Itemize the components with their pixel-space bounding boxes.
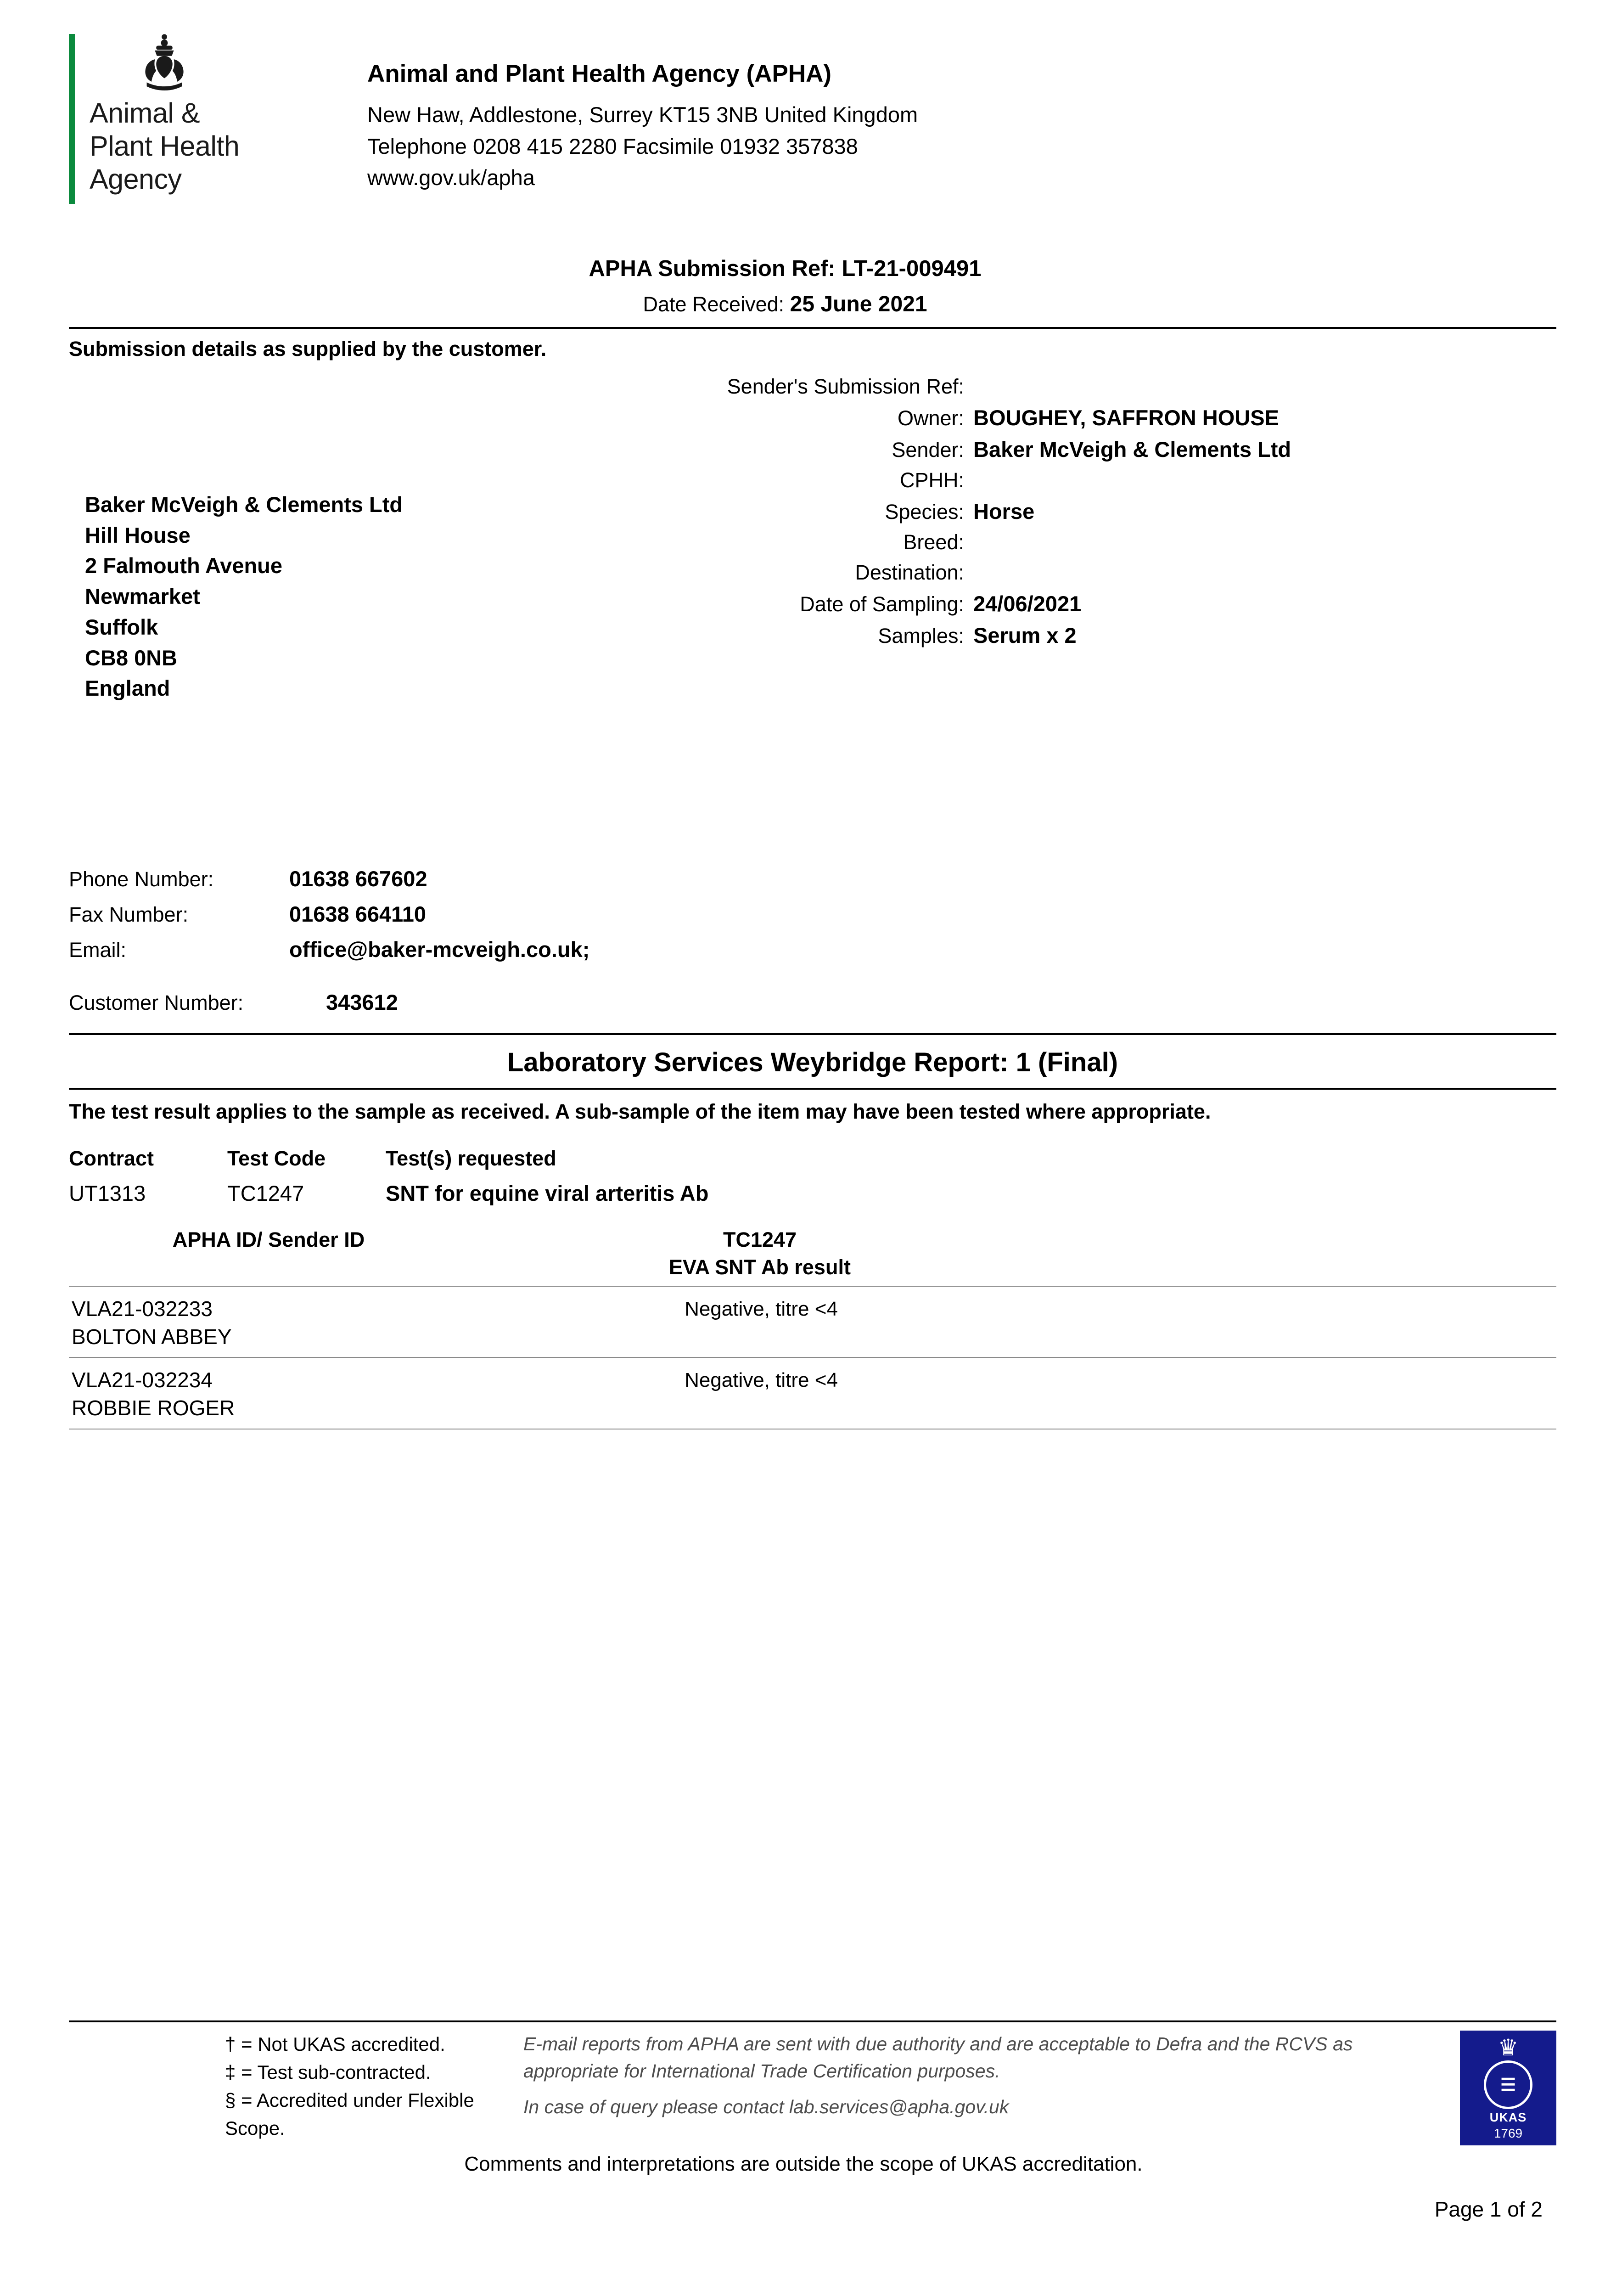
page-number: Page 1 of 2 bbox=[1434, 2197, 1543, 2221]
contact-value: 01638 667602 bbox=[289, 866, 427, 891]
document-body bbox=[69, 32, 1556, 1429]
contact-label: Phone Number: bbox=[69, 867, 214, 891]
customer-address bbox=[85, 490, 403, 704]
field-date-of-sampling bbox=[666, 591, 1538, 616]
agency-website[interactable]: www.gov.uk/apha bbox=[367, 165, 535, 190]
cell-contract: UT1313 bbox=[69, 1181, 146, 1205]
submission-details bbox=[69, 366, 1556, 733]
cell-test-code: TC1247 bbox=[227, 1181, 304, 1205]
field-value: Serum x 2 bbox=[973, 623, 1077, 647]
supplied-note: Submission details as supplied by the customer. bbox=[69, 337, 547, 360]
header-result-test-code: TC1247 bbox=[723, 1227, 797, 1251]
results-table bbox=[69, 1228, 1556, 1429]
results-table-header bbox=[69, 1228, 1556, 1286]
result-value: Negative, titre <4 bbox=[685, 1369, 838, 1392]
footer-key-legend bbox=[69, 2031, 510, 2143]
logo-line-3: Agency bbox=[90, 163, 182, 195]
field-label: Sender: bbox=[892, 438, 964, 461]
result-value: Negative, titre <4 bbox=[685, 1297, 838, 1320]
header-result-column bbox=[468, 1228, 1556, 1279]
result-id-cell bbox=[69, 1295, 471, 1351]
field-samples bbox=[666, 623, 1538, 648]
address-line: Hill House bbox=[85, 523, 191, 547]
contact-email-row bbox=[69, 937, 1556, 962]
field-label: Samples: bbox=[878, 624, 964, 647]
cell-tests-requested: SNT for equine viral arteritis Ab bbox=[386, 1181, 709, 1205]
field-label: CPHH: bbox=[899, 468, 964, 492]
agency-contact-block bbox=[344, 32, 1556, 194]
ukas-name: UKAS bbox=[1489, 2110, 1527, 2124]
contact-value: 01638 664110 bbox=[289, 901, 426, 926]
report-title: Laboratory Services Weybridge Report: 1 (Final) bbox=[507, 1047, 1118, 1077]
field-cphh bbox=[666, 468, 1538, 492]
divider-report-top bbox=[69, 1033, 1556, 1035]
submission-field-list bbox=[666, 375, 1538, 654]
header-apha-id: APHA ID/ Sender ID bbox=[172, 1227, 365, 1251]
royal-crest-icon bbox=[130, 32, 199, 92]
address-line: Suffolk bbox=[85, 614, 158, 639]
footer-note-query: In case of query please contact lab.services@apha.gov.uk bbox=[523, 2096, 1009, 2117]
result-sender-id: ROBBIE ROGER bbox=[72, 1396, 235, 1420]
logo-line-2: Plant Health bbox=[90, 130, 240, 162]
field-label: Species: bbox=[885, 500, 964, 523]
footer-comments: Comments and interpretations are outside the scope of UKAS accreditation. bbox=[464, 2153, 1143, 2175]
header-test-code: Test Code bbox=[227, 1146, 326, 1170]
field-sender bbox=[666, 437, 1538, 462]
ukas-symbol-icon: ☰ bbox=[1484, 2060, 1532, 2109]
ukas-logo bbox=[1460, 2031, 1556, 2145]
field-value: BOUGHEY, SAFFRON HOUSE bbox=[973, 405, 1279, 430]
header-result-test-name: EVA SNT Ab result bbox=[669, 1255, 851, 1279]
field-owner bbox=[666, 405, 1538, 430]
footer-notes bbox=[510, 2031, 1405, 2121]
contact-label: Fax Number: bbox=[69, 902, 189, 926]
document-footer bbox=[69, 2020, 1556, 2222]
footer-columns bbox=[69, 2031, 1556, 2145]
header-tests-requested: Test(s) requested bbox=[386, 1146, 556, 1170]
footer-divider bbox=[69, 2020, 1556, 2022]
field-label: Date of Sampling: bbox=[800, 592, 964, 616]
address-line: Baker McVeigh & Clements Ltd bbox=[85, 492, 403, 517]
field-label: Destination: bbox=[855, 560, 964, 584]
test-table-row bbox=[69, 1181, 1556, 1206]
legend-flexible-scope: § = Accredited under Flexible Scope. bbox=[225, 2089, 474, 2139]
result-sender-id: BOLTON ABBEY bbox=[72, 1324, 232, 1349]
test-table-header bbox=[69, 1147, 1556, 1171]
field-destination bbox=[666, 561, 1538, 585]
agency-address: New Haw, Addlestone, Surrey KT15 3NB United Kingdom bbox=[367, 102, 918, 127]
contact-block bbox=[69, 866, 1556, 1015]
field-value: Horse bbox=[973, 499, 1035, 523]
ukas-number: 1769 bbox=[1493, 2126, 1523, 2140]
field-value: Baker McVeigh & Clements Ltd bbox=[973, 437, 1291, 461]
table-row bbox=[69, 1286, 1556, 1357]
agency-phone: Telephone 0208 415 2280 Facsimile 01932 357838 bbox=[367, 134, 858, 158]
result-apha-id: VLA21-032233 bbox=[72, 1296, 213, 1321]
customer-number-label: Customer Number: bbox=[69, 990, 244, 1014]
applies-note: The test result applies to the sample as received. A sub-sample of the item may have been tested where appropriate. bbox=[69, 1099, 1211, 1123]
contact-fax-row bbox=[69, 901, 1556, 927]
logo-line-1: Animal & bbox=[90, 97, 200, 129]
apha-logo bbox=[69, 32, 344, 196]
date-received-label: Date Received: bbox=[643, 292, 785, 316]
contact-label: Email: bbox=[69, 938, 127, 962]
crown-icon: ♛ bbox=[1498, 2035, 1519, 2060]
result-apha-id: VLA21-032234 bbox=[72, 1368, 213, 1392]
field-label: Breed: bbox=[903, 530, 964, 554]
address-line: CB8 0NB bbox=[85, 645, 178, 670]
divider-top bbox=[69, 327, 1556, 329]
header-contract: Contract bbox=[69, 1146, 154, 1170]
field-sender-submission-ref bbox=[666, 375, 1538, 399]
footer-note-authority: E-mail reports from APHA are sent with due authority and are acceptable to Defra and the RCVS as appropriate for International Trade Certification purposes. bbox=[523, 2033, 1353, 2082]
table-row bbox=[69, 1357, 1556, 1428]
result-id-cell bbox=[69, 1366, 471, 1422]
ukas-logo-wrapper bbox=[1405, 2031, 1556, 2145]
field-label: Owner: bbox=[897, 406, 964, 430]
document-header bbox=[69, 32, 1556, 196]
date-received-row bbox=[69, 292, 1501, 317]
field-species bbox=[666, 499, 1538, 524]
field-breed bbox=[666, 530, 1538, 554]
customer-number-value: 343612 bbox=[326, 990, 398, 1014]
field-value: 24/06/2021 bbox=[973, 591, 1082, 616]
legend-sub-contracted: ‡ = Test sub-contracted. bbox=[225, 2061, 431, 2083]
address-line: 2 Falmouth Avenue bbox=[85, 553, 283, 578]
contact-phone-row bbox=[69, 866, 1556, 891]
submission-ref: APHA Submission Ref: LT-21-009491 bbox=[589, 256, 982, 281]
contact-value[interactable]: office@baker-mcveigh.co.uk; bbox=[289, 937, 590, 962]
submission-ref-block bbox=[69, 256, 1556, 317]
logo-green-bar bbox=[69, 34, 75, 204]
divider-report-bottom bbox=[69, 1088, 1556, 1090]
customer-number-row bbox=[69, 990, 1556, 1015]
agency-title: Animal and Plant Health Agency (APHA) bbox=[367, 60, 832, 87]
field-label: Sender's Submission Ref: bbox=[727, 374, 964, 398]
address-line: England bbox=[85, 676, 170, 701]
legend-not-accredited: † = Not UKAS accredited. bbox=[225, 2033, 445, 2055]
address-line: Newmarket bbox=[85, 584, 200, 609]
date-received-value: 25 June 2021 bbox=[790, 292, 927, 316]
